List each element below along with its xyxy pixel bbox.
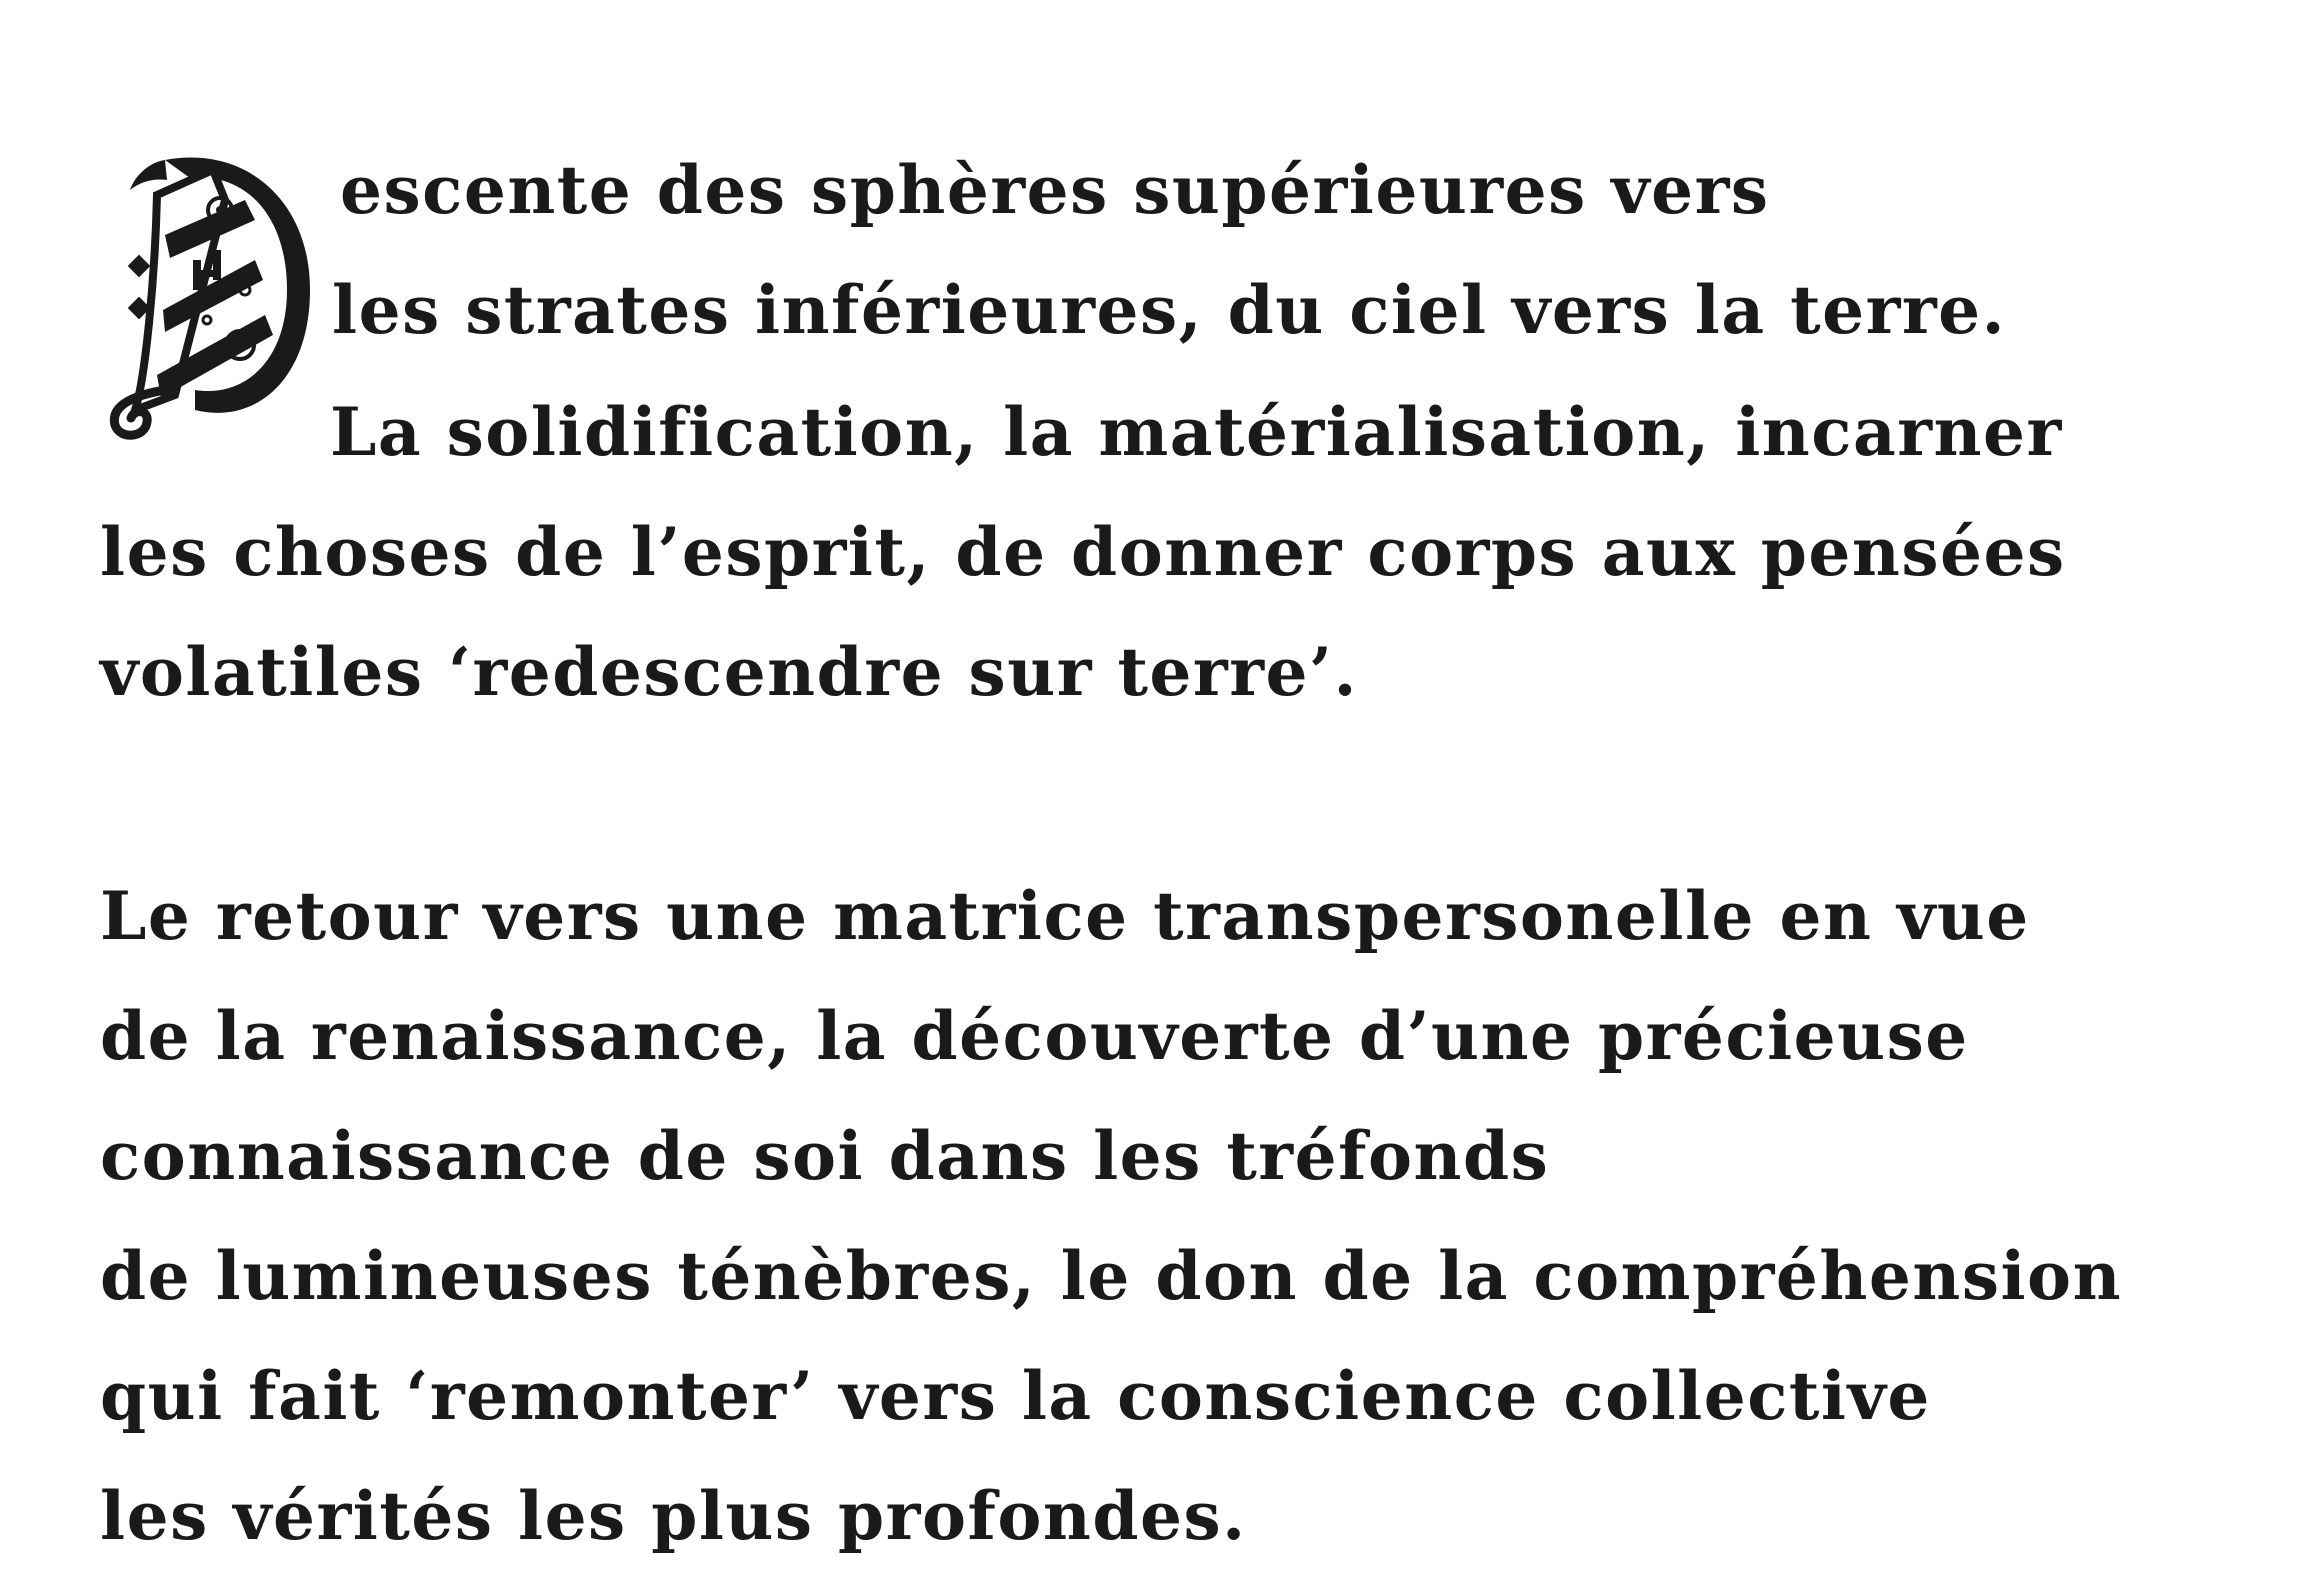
paragraph1-line-4: les choses de l’esprit, de donner corps aux pensées (100, 513, 2066, 591)
paragraph1-line-5: volatiles ‘redescendre sur terre’. (100, 633, 1358, 711)
paragraph2-line-5: qui fait ‘remonter’ vers la conscience collective (100, 1357, 1931, 1435)
illuminated-initial-d-icon (95, 140, 325, 440)
paragraph1-line-3: La solidification, la matérialisation, incarner (330, 393, 2063, 471)
paragraph1-line-2: les strates inférieures, du ciel vers la terre. (332, 271, 2007, 349)
paragraph2-line-3: connaissance de soi dans les tréfonds (100, 1117, 1550, 1195)
paragraph2-line-6: les vérités les plus profondes. (100, 1477, 1247, 1555)
paragraph2-line-1: Le retour vers une matrice transpersonelle en vue (100, 877, 2030, 955)
paragraph2-line-2: de la renaissance, la découverte d’une précieuse (100, 997, 1969, 1075)
paragraph2-line-4: de lumineuses ténèbres, le don de la compréhension (100, 1237, 2123, 1315)
paragraph1-line-1: escente des sphères supérieures vers (340, 151, 1770, 229)
